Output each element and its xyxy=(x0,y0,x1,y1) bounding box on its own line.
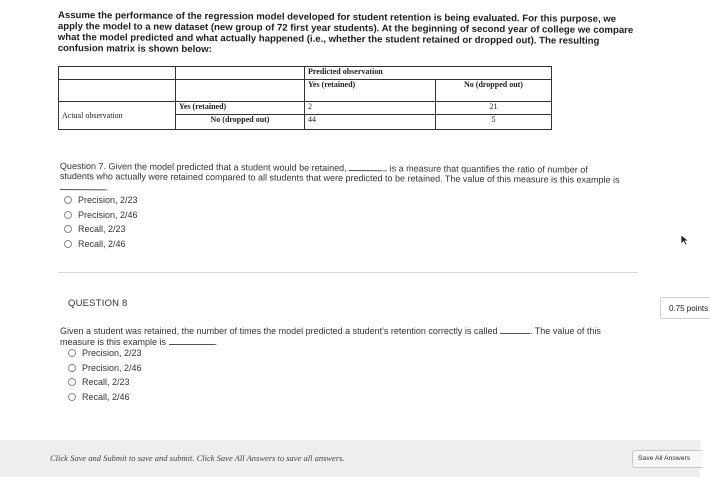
q7-option[interactable] xyxy=(64,208,138,223)
cell-tp: 2 xyxy=(305,101,436,114)
matrix-blank xyxy=(59,79,176,101)
actual-yes-label: Yes (retained) xyxy=(176,101,305,114)
option-label: Recall, 2/46 xyxy=(78,238,126,249)
q8-option[interactable] xyxy=(68,346,142,361)
q8-text-part1: Given a student was retained, the number of times the model predicted a student's retention correctly is called xyxy=(60,326,498,336)
cell-fn: 21 xyxy=(436,101,552,114)
cell-fp: 44 xyxy=(305,114,436,129)
radio-icon[interactable] xyxy=(68,378,76,386)
q8-option[interactable] xyxy=(68,390,142,405)
option-label: Precision, 2/46 xyxy=(78,209,138,220)
radio-icon[interactable] xyxy=(64,225,72,233)
q8-text-end: . xyxy=(214,337,218,347)
q7-option[interactable] xyxy=(64,222,138,237)
q8-options xyxy=(68,346,142,404)
q8-option[interactable] xyxy=(68,375,142,390)
pred-yes-header: Yes (retained) xyxy=(305,79,436,101)
radio-icon[interactable] xyxy=(64,196,72,204)
points-badge: 0.75 points xyxy=(660,297,710,319)
radio-icon[interactable] xyxy=(68,349,76,357)
option-label: Precision, 2/23 xyxy=(78,195,138,206)
q7-blank-2 xyxy=(60,181,106,190)
option-label: Recall, 2/46 xyxy=(82,391,130,402)
option-label: Recall, 2/23 xyxy=(82,377,130,388)
pred-no-header: No (dropped out) xyxy=(436,79,552,101)
q7-blank-1 xyxy=(349,162,387,171)
radio-icon[interactable] xyxy=(68,364,76,372)
question-8-text xyxy=(60,325,635,347)
q7-text-end: . xyxy=(105,182,109,193)
actual-no-label: No (dropped out) xyxy=(176,114,305,129)
mouse-pointer-icon xyxy=(680,234,690,246)
section-divider xyxy=(58,272,638,273)
option-label: Precision, 2/23 xyxy=(82,348,142,359)
radio-icon[interactable] xyxy=(64,211,72,219)
matrix-blank xyxy=(176,79,305,101)
q8-option[interactable] xyxy=(68,361,142,376)
q7-text-part1: Question 7. Given the model predicted that a student would be retained, xyxy=(59,160,347,174)
confusion-matrix xyxy=(58,66,552,130)
question-8-title: QUESTION 8 xyxy=(68,298,128,309)
predicted-header: Predicted observation xyxy=(305,67,552,80)
q8-blank-1 xyxy=(500,325,530,334)
option-label: Precision, 2/46 xyxy=(82,362,142,373)
option-label: Recall, 2/23 xyxy=(78,224,126,235)
q7-option[interactable] xyxy=(64,193,138,208)
submit-instructions: Click Save and Submit to save and submit. Click Save All Answers to save all answers. xyxy=(50,453,345,463)
actual-header: Actual observation xyxy=(59,101,176,129)
radio-icon[interactable] xyxy=(68,393,76,401)
q7-option[interactable] xyxy=(64,237,138,252)
q8-blank-2 xyxy=(169,336,215,345)
q7-text-part2: is a measure that quantifies the ratio of number of students who actually were retained compared to all students that were predicted to be retained. The value of this measure is this example is xyxy=(59,163,620,185)
question-7-text xyxy=(60,160,620,196)
save-all-answers-button[interactable]: Save All Answers xyxy=(632,450,702,468)
radio-icon[interactable] xyxy=(64,240,72,248)
matrix-spacer xyxy=(176,67,305,80)
q7-options xyxy=(64,193,138,251)
question-intro-text: Assume the performance of the regression model developed for student retention is being evaluated. For this purpose, we apply the model to a new dataset (new group of 72 first year students). At the beginning of second year of college we compare what the model predicted and what actually happened (i.e., whether the student retained or dropped out). The resulting confusion matrix is shown below: xyxy=(57,10,634,56)
matrix-corner xyxy=(59,67,176,80)
q8-text-part2: . The value of this measure is this example is xyxy=(60,326,601,347)
cell-tn: 5 xyxy=(436,114,552,129)
